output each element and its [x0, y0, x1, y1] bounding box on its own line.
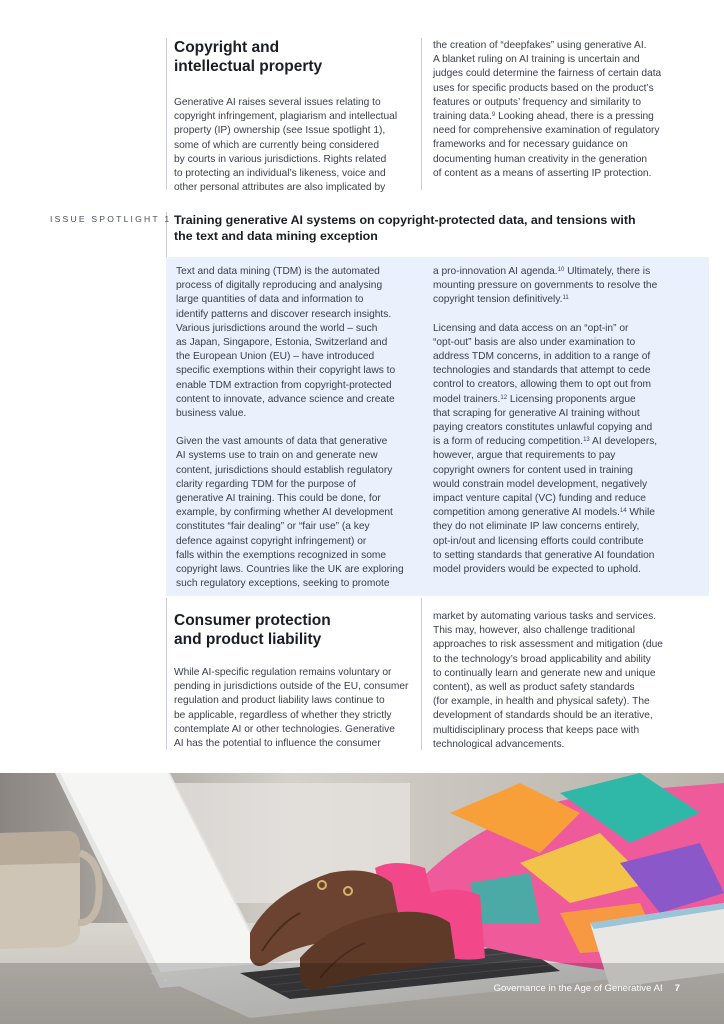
spotlight-right-column: [433, 265, 703, 577]
footer-publication-title: Governance in the Age of Generative AI: [493, 983, 663, 994]
section-copyright-left-column: [174, 96, 414, 195]
paragraph: a pro-innovation AI agenda.$^{10}$ Ultimately, there is mounting pressure on governments to resolve the copyright tension definitively.$^{11}$: [433, 266, 658, 306]
section-title-consumer-protection: Consumer protection and product liability: [174, 612, 331, 648]
paragraph: market by automating various tasks and services. This may, however, also challenge traditional approaches to risk assessment and mitigation (due to the technology’s broad applicability and ability to continually learn and generate new and unique content), as well as product safety standards (for example, in health and physical safety). The development of standards should be an iterative, multidisciplinary process that keeps pace with technological advancements.: [433, 611, 663, 750]
paragraph: Generative AI raises several issues relating to copyright infringement, plagiarism and intellectual property (IP) ownership (see Issue spotlight 1), some of which are currently being considered by courts in various jurisdictions. Rights related to protecting an individual’s likeness, voice and other personal attributes are also implicated by: [174, 97, 398, 194]
spotlight-left-column: [176, 265, 416, 591]
issue-spotlight-label: ISSUE SPOTLIGHT 1: [50, 214, 172, 224]
paragraph: Licensing and data access on an “opt-in” or “opt-out” basis are also under examination to address TDM concerns, in addition to a range of technologies and standards that attempt to cede control to creators, allowing them to opt out from model trainers.$^{12}$ Licensing proponents argue that scraping for generative AI training without paying creators constitutes unlawful copying and is a form of reducing competition.$^{13}$ AI developers, however, argue that requirements to pay copyright owners for content used in training would constrain model development, negatively impact venture capital (VC) funding and reduce competition among generative AI models.$^{14}$ While they do not eliminate IP law concerns entirely, opt-in/out and licensing efforts could contribute to setting standards that generative AI foundation model providers would be expected to uphold.: [433, 322, 658, 576]
footnote-ref[interactable]: 10: [557, 267, 565, 273]
paragraph: While AI-specific regulation remains voluntary or pending in jurisdictions outside of the EU, consumer regulation and product liability laws continue to be applicable, regardless of whether they strictly contemplate AI or other technologies. Generative AI has the potential to influence the consumer: [174, 667, 409, 750]
section-consumer-right-column: [433, 610, 703, 752]
page-footer: [494, 983, 680, 994]
paragraph: Text and data mining (TDM) is the automated process of digitally reproducing and analysing large quantities of data and information to identify patterns and discover research insights. Various jurisdictions around the world – such as Japan, Singapore, Estonia, Switzerland and the European Union (EU) – have introduced specific exemptions within their copyright laws to enable TDM extraction from copyright-protected content to innovate, advance science and create business value.: [176, 266, 396, 420]
section-copyright-right-column: [433, 39, 703, 181]
footnote-ref[interactable]: 13: [583, 437, 590, 444]
footer-page-number: 7: [674, 983, 680, 994]
paragraph: the creation of “deepfakes” using generative AI. A blanket ruling on AI training is uncertain and judges could determine the fairness of certain data uses for specific products based on the product’s features or outputs’ frequency and similarity to training data.$^9$ Looking ahead, there is a pressing need for comprehensive examination of regulatory frameworks and for necessary guidance on documenting human creativity in the generation of content as a means of asserting IP protection.: [433, 40, 662, 179]
section-title-copyright: Copyright and intellectual property: [174, 39, 323, 75]
footnote-ref[interactable]: 14: [619, 508, 627, 515]
footnote-ref[interactable]: 12: [500, 394, 508, 401]
column-rule-top: [421, 38, 422, 190]
section-consumer-left-column: [174, 666, 419, 751]
left-rule-bottom: [166, 598, 167, 750]
paragraph: Given the vast amounts of data that generative AI systems use to train on and generate new content, jurisdictions should establish regulatory clarity regarding TDM for the purpose of generative AI training. This could be done, for example, by confirming whether AI development constitutes “fair dealing” or “fair use” (a key defence against copyright infringement) or falls within the exemptions recognized in some copyright laws. Countries like the UK are exploring such regulatory exceptions, seeking to promote: [176, 436, 404, 590]
column-rule-bottom: [421, 598, 422, 750]
footnote-ref[interactable]: 9: [491, 112, 496, 119]
footnote-ref[interactable]: 11: [562, 295, 569, 302]
issue-spotlight-title: Training generative AI systems on copyright-protected data, and tensions with the text and data mining exception: [174, 213, 636, 243]
left-rule-top: [166, 38, 167, 190]
